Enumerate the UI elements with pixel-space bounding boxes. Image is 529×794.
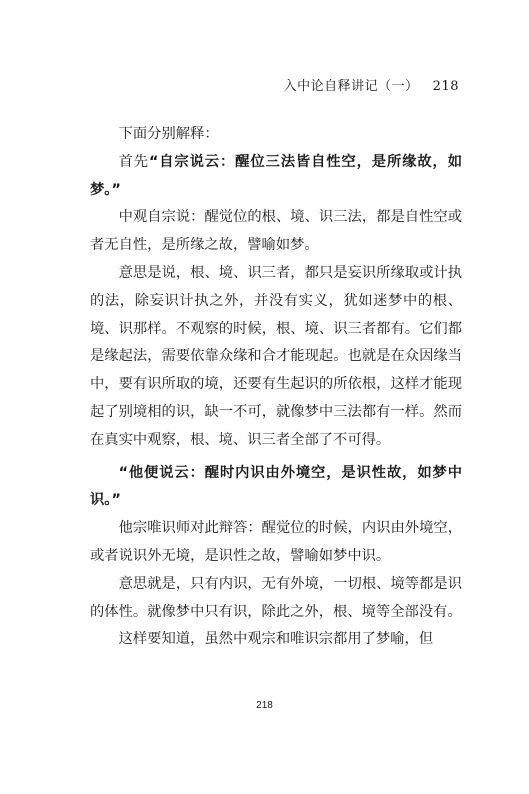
body-text bbox=[90, 121, 462, 654]
paragraph: 意思就是，只有内识，无有外境，一切根、境等都是识的体性。就像梦中只有识，除此之外，根、境等全部没有。 bbox=[90, 575, 462, 620]
paragraph: 他宗唯识师对此辩答：醒觉位的时候，内识由外境空，或者说识外无境，是识性之故，譬喻如梦中识。 bbox=[90, 520, 462, 564]
paragraph: 中观自宗说：醒觉位的根、境、识三法，都是自性空或者无自性，是所缘之故，譬喻如梦。 bbox=[90, 209, 462, 254]
footer-page-number: 218 bbox=[256, 700, 273, 711]
paragraph: 意思是说，根、境、识三者，都只是妄识所缘取或计执的法，除妄识计执之外，并没有实义，犹如迷梦中的根、境、识那样。不观察的时候，根、境、识三者都有。它们都是缘起法，需要依靠众缘和合才能现起。也就是在众因缘当中，要有识所取的境，还要有生起识的所依根，这样才能现起了别境相的识，缺一不可，就像梦中三法都有一样。然而在真实中观察，根、境、识三者全部了不可得。 bbox=[90, 264, 462, 448]
running-header bbox=[284, 75, 459, 94]
running-header-title: 入中论自释讲记（一） bbox=[283, 79, 419, 94]
quoted-verse bbox=[90, 460, 462, 516]
quote-text: “他便说云：醒时内识由外境空，是识性故，如梦中识。” bbox=[90, 464, 462, 509]
paragraph: 下面分别解释： bbox=[118, 126, 219, 142]
running-header-page-number: 218 bbox=[432, 79, 459, 94]
paragraph: 这样要知道，虽然中观宗和唯识宗都用了梦喻，但 bbox=[118, 631, 434, 648]
quote-lead-in: 首先 bbox=[118, 153, 149, 170]
quoted-verse bbox=[90, 149, 462, 205]
quote-text: “自宗说云：醒位三法皆自性空，是所缘故，如梦。” bbox=[90, 153, 462, 198]
